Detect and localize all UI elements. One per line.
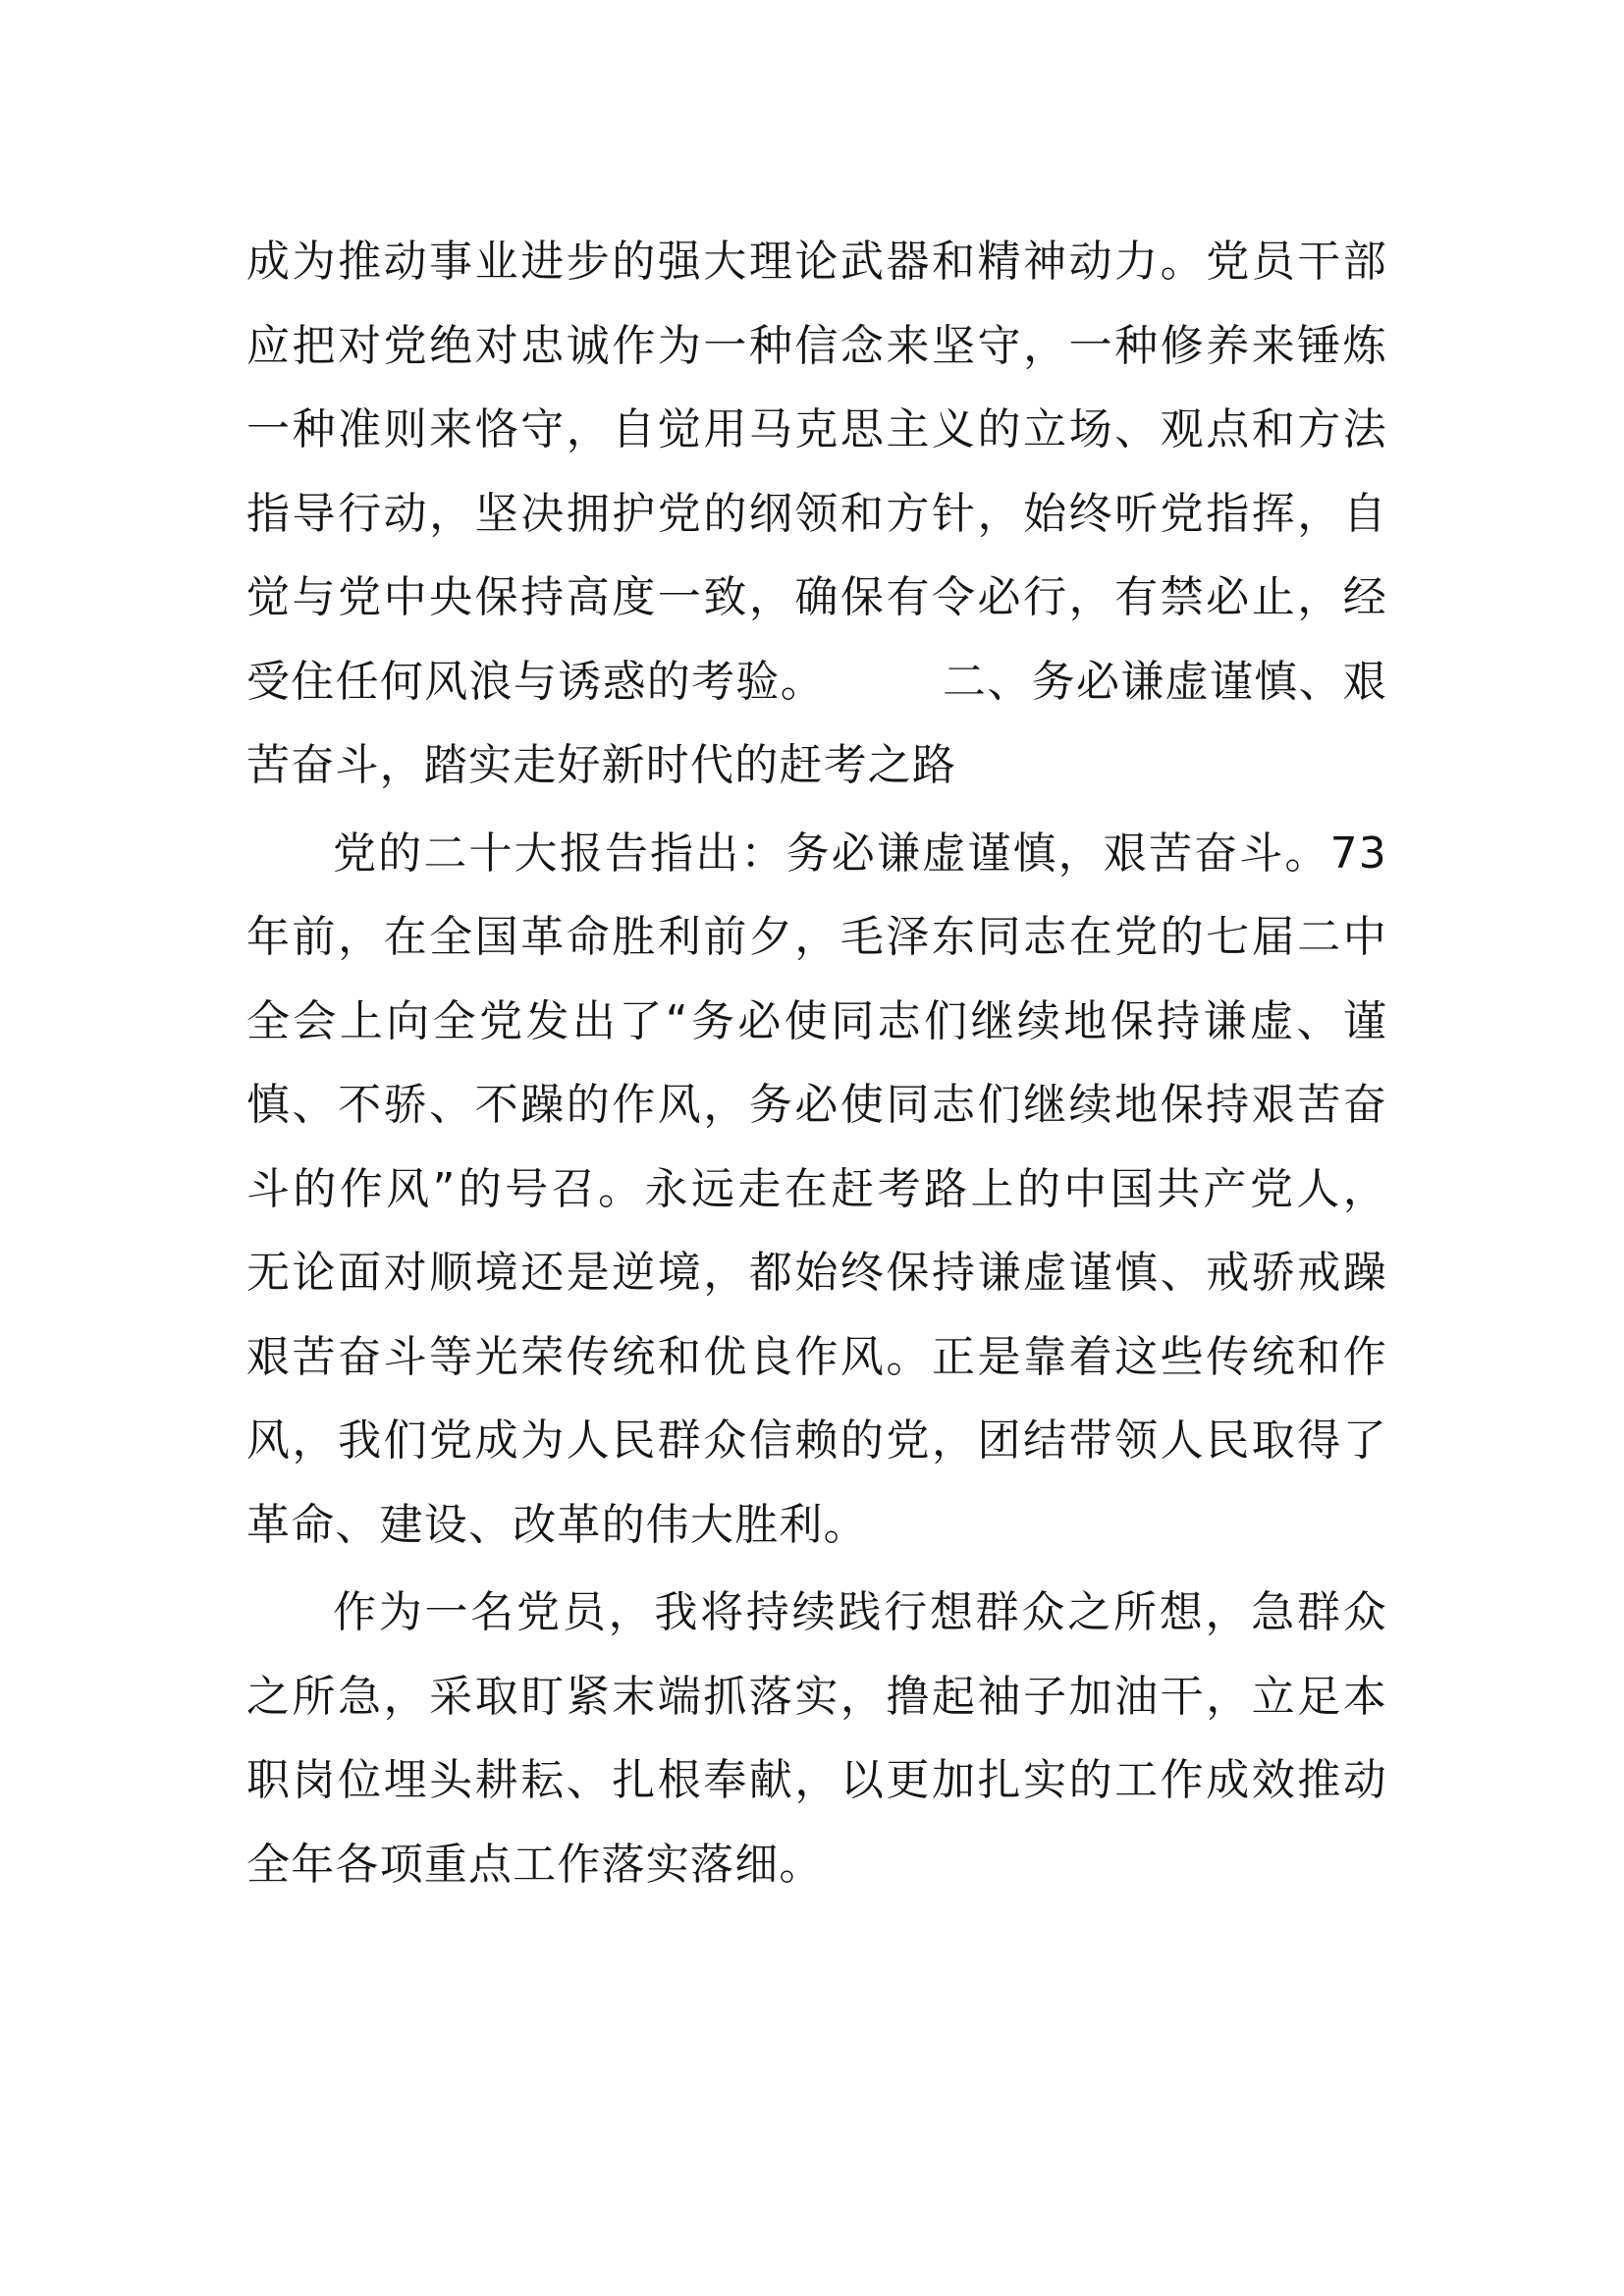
paragraph-line: 艰苦奋斗等光荣传统和优良作风。正是靠着这些传统和作 (246, 1331, 1387, 1382)
paragraph-line: 全年各项重点工作落实落细。 (246, 1839, 824, 1890)
section-heading: 二、务必谦虚谨慎、艰 (943, 656, 1387, 707)
paragraph-last-line: 受住任何风浪与诱惑的考验。 (246, 656, 826, 707)
paragraph-line: 革命、建设、改革的伟大胜利。 (246, 1499, 868, 1550)
paragraph-line: 无论面对顺境还是逆境，都始终保持谦虚谨慎、戒骄戒躁 (246, 1248, 1387, 1298)
paragraph-line: 一种准则来恪守，自觉用马克思主义的立场、观点和方法 (246, 404, 1387, 454)
paragraph-line: 慎、不骄、不躁的作风，务必使同志们继续地保持艰苦奋 (246, 1080, 1387, 1130)
section-heading-continuation: 苦奋斗，踏实走好新时代的赶考之路 (246, 740, 957, 790)
paragraph-line-with-heading (246, 640, 1387, 724)
paragraph-line: 应把对党绝对忠诚作为一种信念来坚守，一种修养来锤炼 (246, 320, 1387, 371)
paragraph-line: 全会上向全党发出了“务必使同志们继续地保持谦虚、谨 (246, 995, 1387, 1046)
paragraph-line: 之所急，采取盯紧末端抓落实，撸起袖子加油干，立足本 (246, 1671, 1387, 1722)
paragraph-line: 职岗位埋头耕耘、扎根奉献，以更加扎实的工作成效推动 (246, 1755, 1387, 1805)
paragraph-line: 斗的作风”的号召。永远走在赶考路上的中国共产党人， (246, 1163, 1387, 1214)
paragraph-line: 指导行动，坚决拥护党的纲领和方针，始终听党指挥，自 (246, 488, 1387, 539)
paragraph-line: 作为一名党员，我将持续践行想群众之所想，急群众 (333, 1587, 1387, 1637)
paragraph-line: 成为推动事业进步的强大理论武器和精神动力。党员干部 (246, 237, 1387, 287)
paragraph-line: 风，我们党成为人民群众信赖的党，团结带领人民取得了 (246, 1415, 1387, 1466)
paragraph-line: 年前，在全国革命胜利前夕，毛泽东同志在党的七届二中 (246, 912, 1387, 962)
paragraph-line: 觉与党中央保持高度一致，确保有令必行，有禁必止，经 (246, 572, 1387, 622)
paragraph-line: 党的二十大报告指出：务必谦虚谨慎，艰苦奋斗。73 (333, 828, 1387, 879)
document-body (246, 220, 1387, 1906)
